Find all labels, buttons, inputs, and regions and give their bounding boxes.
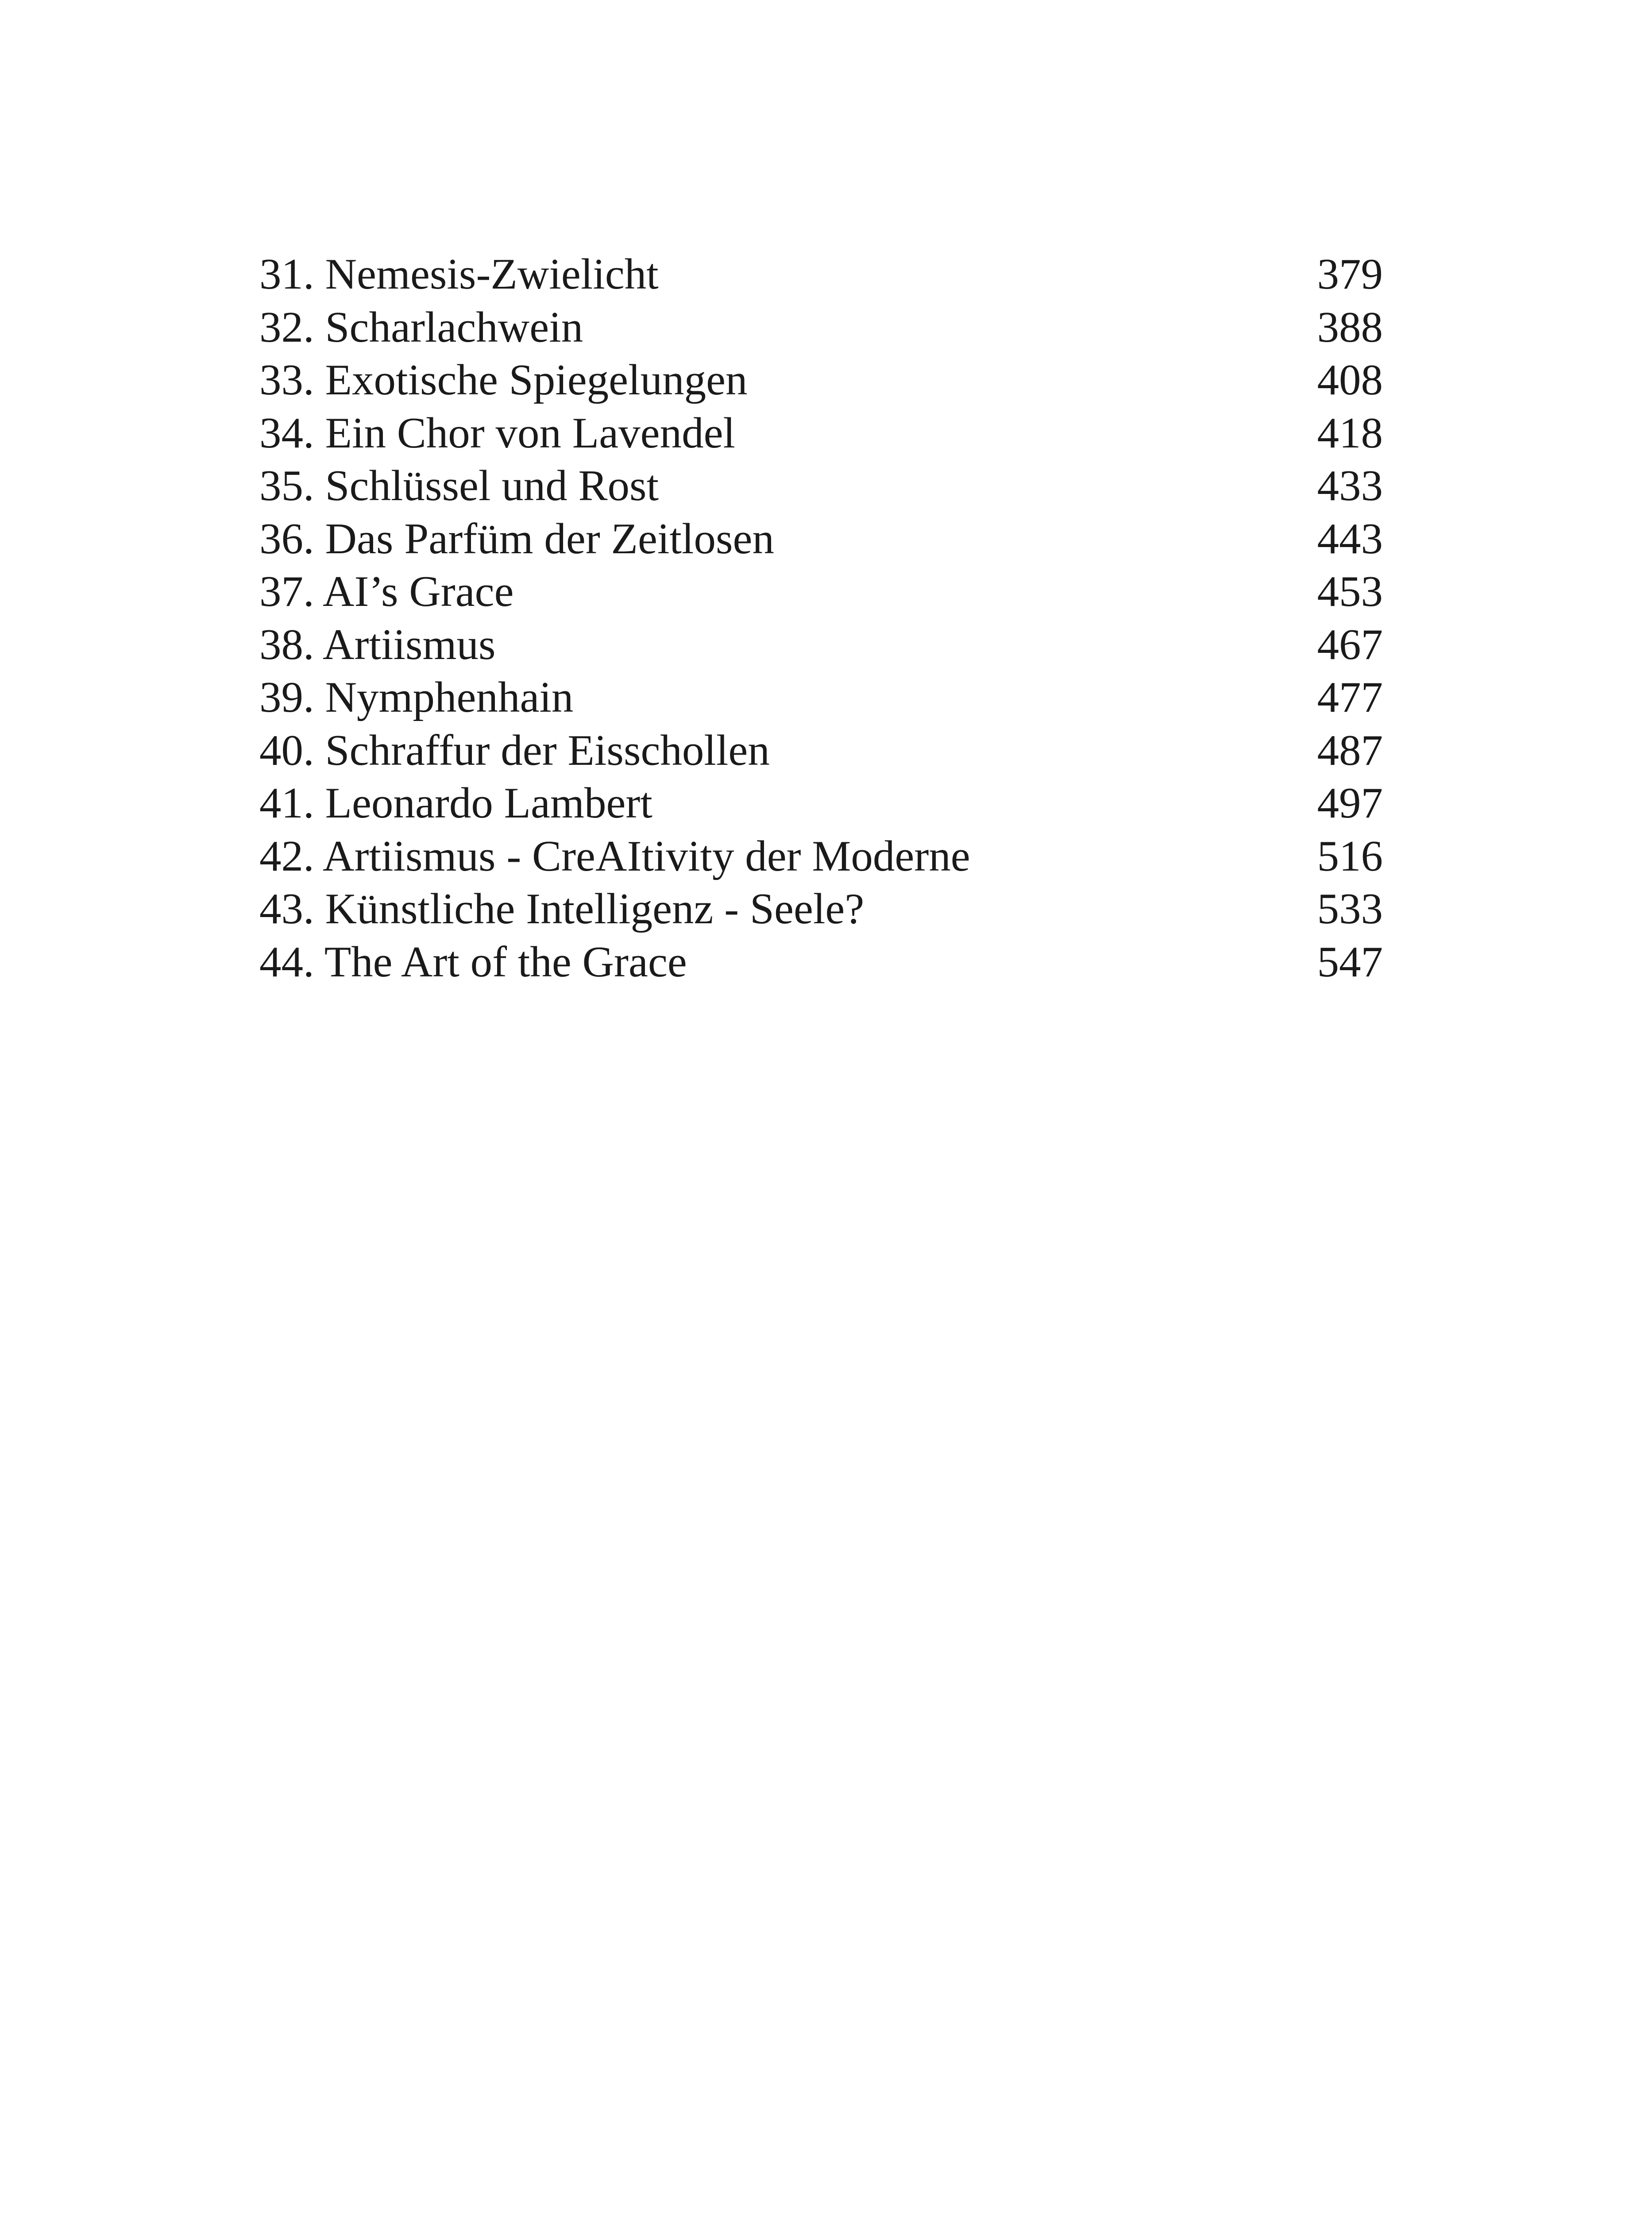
toc-entry-page-number: 516: [1317, 832, 1383, 880]
toc-entry-page-number: 443: [1317, 514, 1383, 563]
toc-entry-page-number: 547: [1317, 937, 1383, 986]
toc-entry-page-number: 477: [1317, 673, 1383, 721]
toc-entry-page-number: 408: [1317, 356, 1383, 404]
toc-entry-page-number: 379: [1317, 250, 1383, 298]
toc-entry-title: 32. Scharlachwein: [259, 303, 583, 351]
toc-entry: [259, 936, 1383, 989]
toc-entry-page-number: 418: [1317, 409, 1383, 457]
toc-entry-page-number: 497: [1317, 779, 1383, 827]
toc-entry-title: 33. Exotische Spiegelungen: [259, 356, 748, 404]
toc-entry: [259, 565, 1383, 618]
toc-entry: [259, 248, 1383, 301]
toc-entry-page-number: 533: [1317, 885, 1383, 933]
toc-entry-page-number: 453: [1317, 567, 1383, 616]
toc-entry: [259, 407, 1383, 460]
toc-entry: [259, 777, 1383, 830]
table-of-contents: [259, 248, 1383, 988]
toc-entry: [259, 671, 1383, 724]
toc-entry-title: 34. Ein Chor von Lavendel: [259, 409, 736, 457]
toc-entry: [259, 724, 1383, 777]
toc-entry: [259, 830, 1383, 883]
toc-entry: [259, 513, 1383, 566]
toc-entry: [259, 883, 1383, 936]
toc-entry-title: 38. Artiismus: [259, 620, 496, 669]
toc-entry-title: 35. Schlüssel und Rost: [259, 462, 659, 510]
toc-entry-title: 31. Nemesis-Zwielicht: [259, 250, 659, 298]
toc-entry-title: 41. Leonardo Lambert: [259, 779, 652, 827]
toc-entry: [259, 354, 1383, 407]
toc-entry-title: 39. Nymphenhain: [259, 673, 574, 721]
toc-entry-page-number: 388: [1317, 303, 1383, 351]
toc-entry: [259, 618, 1383, 671]
toc-entry-title: 42. Artiismus - CreAItivity der Moderne: [259, 832, 970, 880]
toc-entry-page-number: 487: [1317, 726, 1383, 775]
toc-entry-title: 43. Künstliche Intelligenz - Seele?: [259, 885, 865, 933]
toc-entry-page-number: 467: [1317, 620, 1383, 669]
toc-entry-title: 37. AI’s Grace: [259, 567, 514, 616]
toc-entry: [259, 459, 1383, 513]
toc-entry-title: 36. Das Parfüm der Zeitlosen: [259, 514, 774, 563]
toc-entry-title: 44. The Art of the Grace: [259, 937, 687, 986]
toc-entry-title: 40. Schraffur der Eisschollen: [259, 726, 770, 775]
toc-entry-page-number: 433: [1317, 462, 1383, 510]
toc-entry: [259, 301, 1383, 354]
